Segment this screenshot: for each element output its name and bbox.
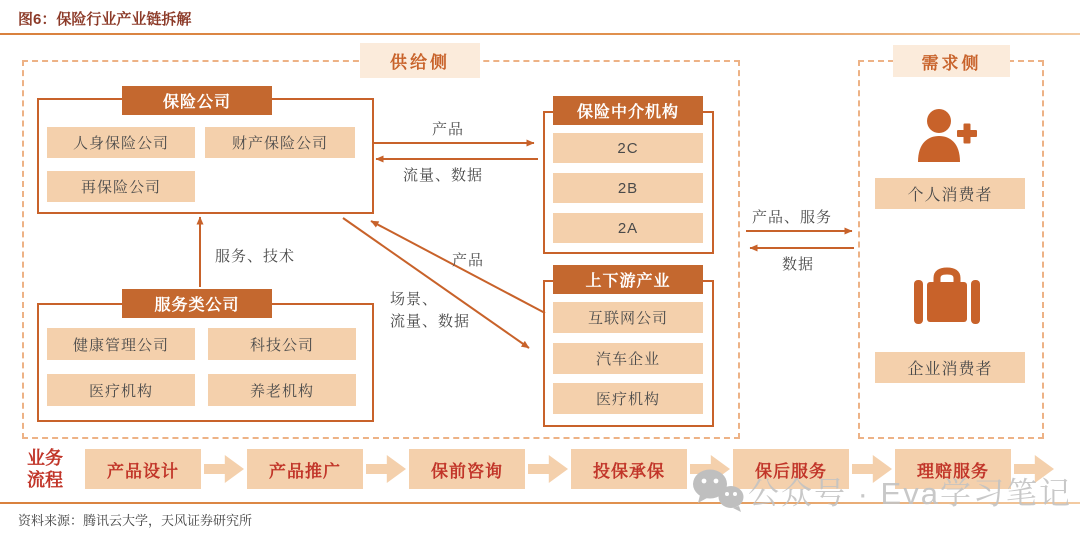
label-service-tech: 服务、技术	[215, 248, 296, 265]
item-medical-institution-ud: 医疗机构	[553, 383, 703, 414]
top-divider	[0, 33, 1080, 35]
item-2a: 2A	[553, 213, 703, 243]
flow-label	[14, 447, 76, 491]
demand-region-label: 需求侧	[893, 45, 1010, 77]
label-data: 数据	[782, 256, 815, 273]
individual-consumer-label: 个人消费者	[875, 178, 1025, 209]
flow-step-claims: 理赔服务	[895, 449, 1011, 489]
item-internet-company: 互联网公司	[553, 302, 703, 333]
item-property-insurance: 财产保险公司	[205, 127, 355, 158]
item-2c: 2C	[553, 133, 703, 163]
enterprise-consumer-label: 企业消费者	[875, 352, 1025, 383]
item-health-mgmt-company: 健康管理公司	[47, 328, 195, 360]
item-elderly-care: 养老机构	[208, 374, 356, 406]
label-scene-line2: 流量、数据	[390, 313, 471, 330]
label-scene-line1: 场景、	[390, 291, 439, 308]
briefcase-icon	[912, 266, 982, 328]
wechat-icon	[690, 468, 746, 512]
flow-arrow-icon	[204, 455, 244, 483]
flow-step-product-design: 产品设计	[85, 449, 201, 489]
label-diag-products: 产品	[452, 252, 485, 269]
flow-arrow-icon	[366, 455, 406, 483]
label-products: 产品	[432, 121, 465, 138]
item-auto-company: 汽车企业	[553, 343, 703, 374]
item-life-insurance: 人身保险公司	[47, 127, 195, 158]
flow-label-line2: 流程	[27, 470, 63, 490]
source-note: 资料来源：腾讯云大学，天风证券研究所	[18, 513, 253, 528]
user-plus-icon	[912, 106, 980, 174]
updownstream-header: 上下游产业	[553, 265, 703, 294]
item-reinsurance: 再保险公司	[47, 171, 195, 202]
item-tech-company: 科技公司	[208, 328, 356, 360]
insurance-companies-header: 保险公司	[122, 86, 272, 115]
flow-step-pre-sale-consult: 保前咨询	[409, 449, 525, 489]
item-2b: 2B	[553, 173, 703, 203]
flow-step-after-sale: 保后服务	[733, 449, 849, 489]
item-medical-institution-svc: 医疗机构	[47, 374, 195, 406]
label-traffic-data: 流量、数据	[403, 167, 484, 184]
watermark-text: 公众号 · Eva学习笔记	[748, 476, 1072, 511]
flow-label-line1: 业务	[27, 448, 63, 468]
intermediary-header: 保险中介机构	[553, 96, 703, 125]
flow-step-underwriting: 投保承保	[571, 449, 687, 489]
service-companies-header: 服务类公司	[122, 289, 272, 318]
figure-title: 图6：保险行业产业链拆解	[18, 11, 192, 28]
label-products-services: 产品、服务	[752, 209, 833, 226]
flow-step-product-promotion: 产品推广	[247, 449, 363, 489]
flow-arrow-icon	[528, 455, 568, 483]
supply-region-label: 供给侧	[360, 43, 480, 78]
